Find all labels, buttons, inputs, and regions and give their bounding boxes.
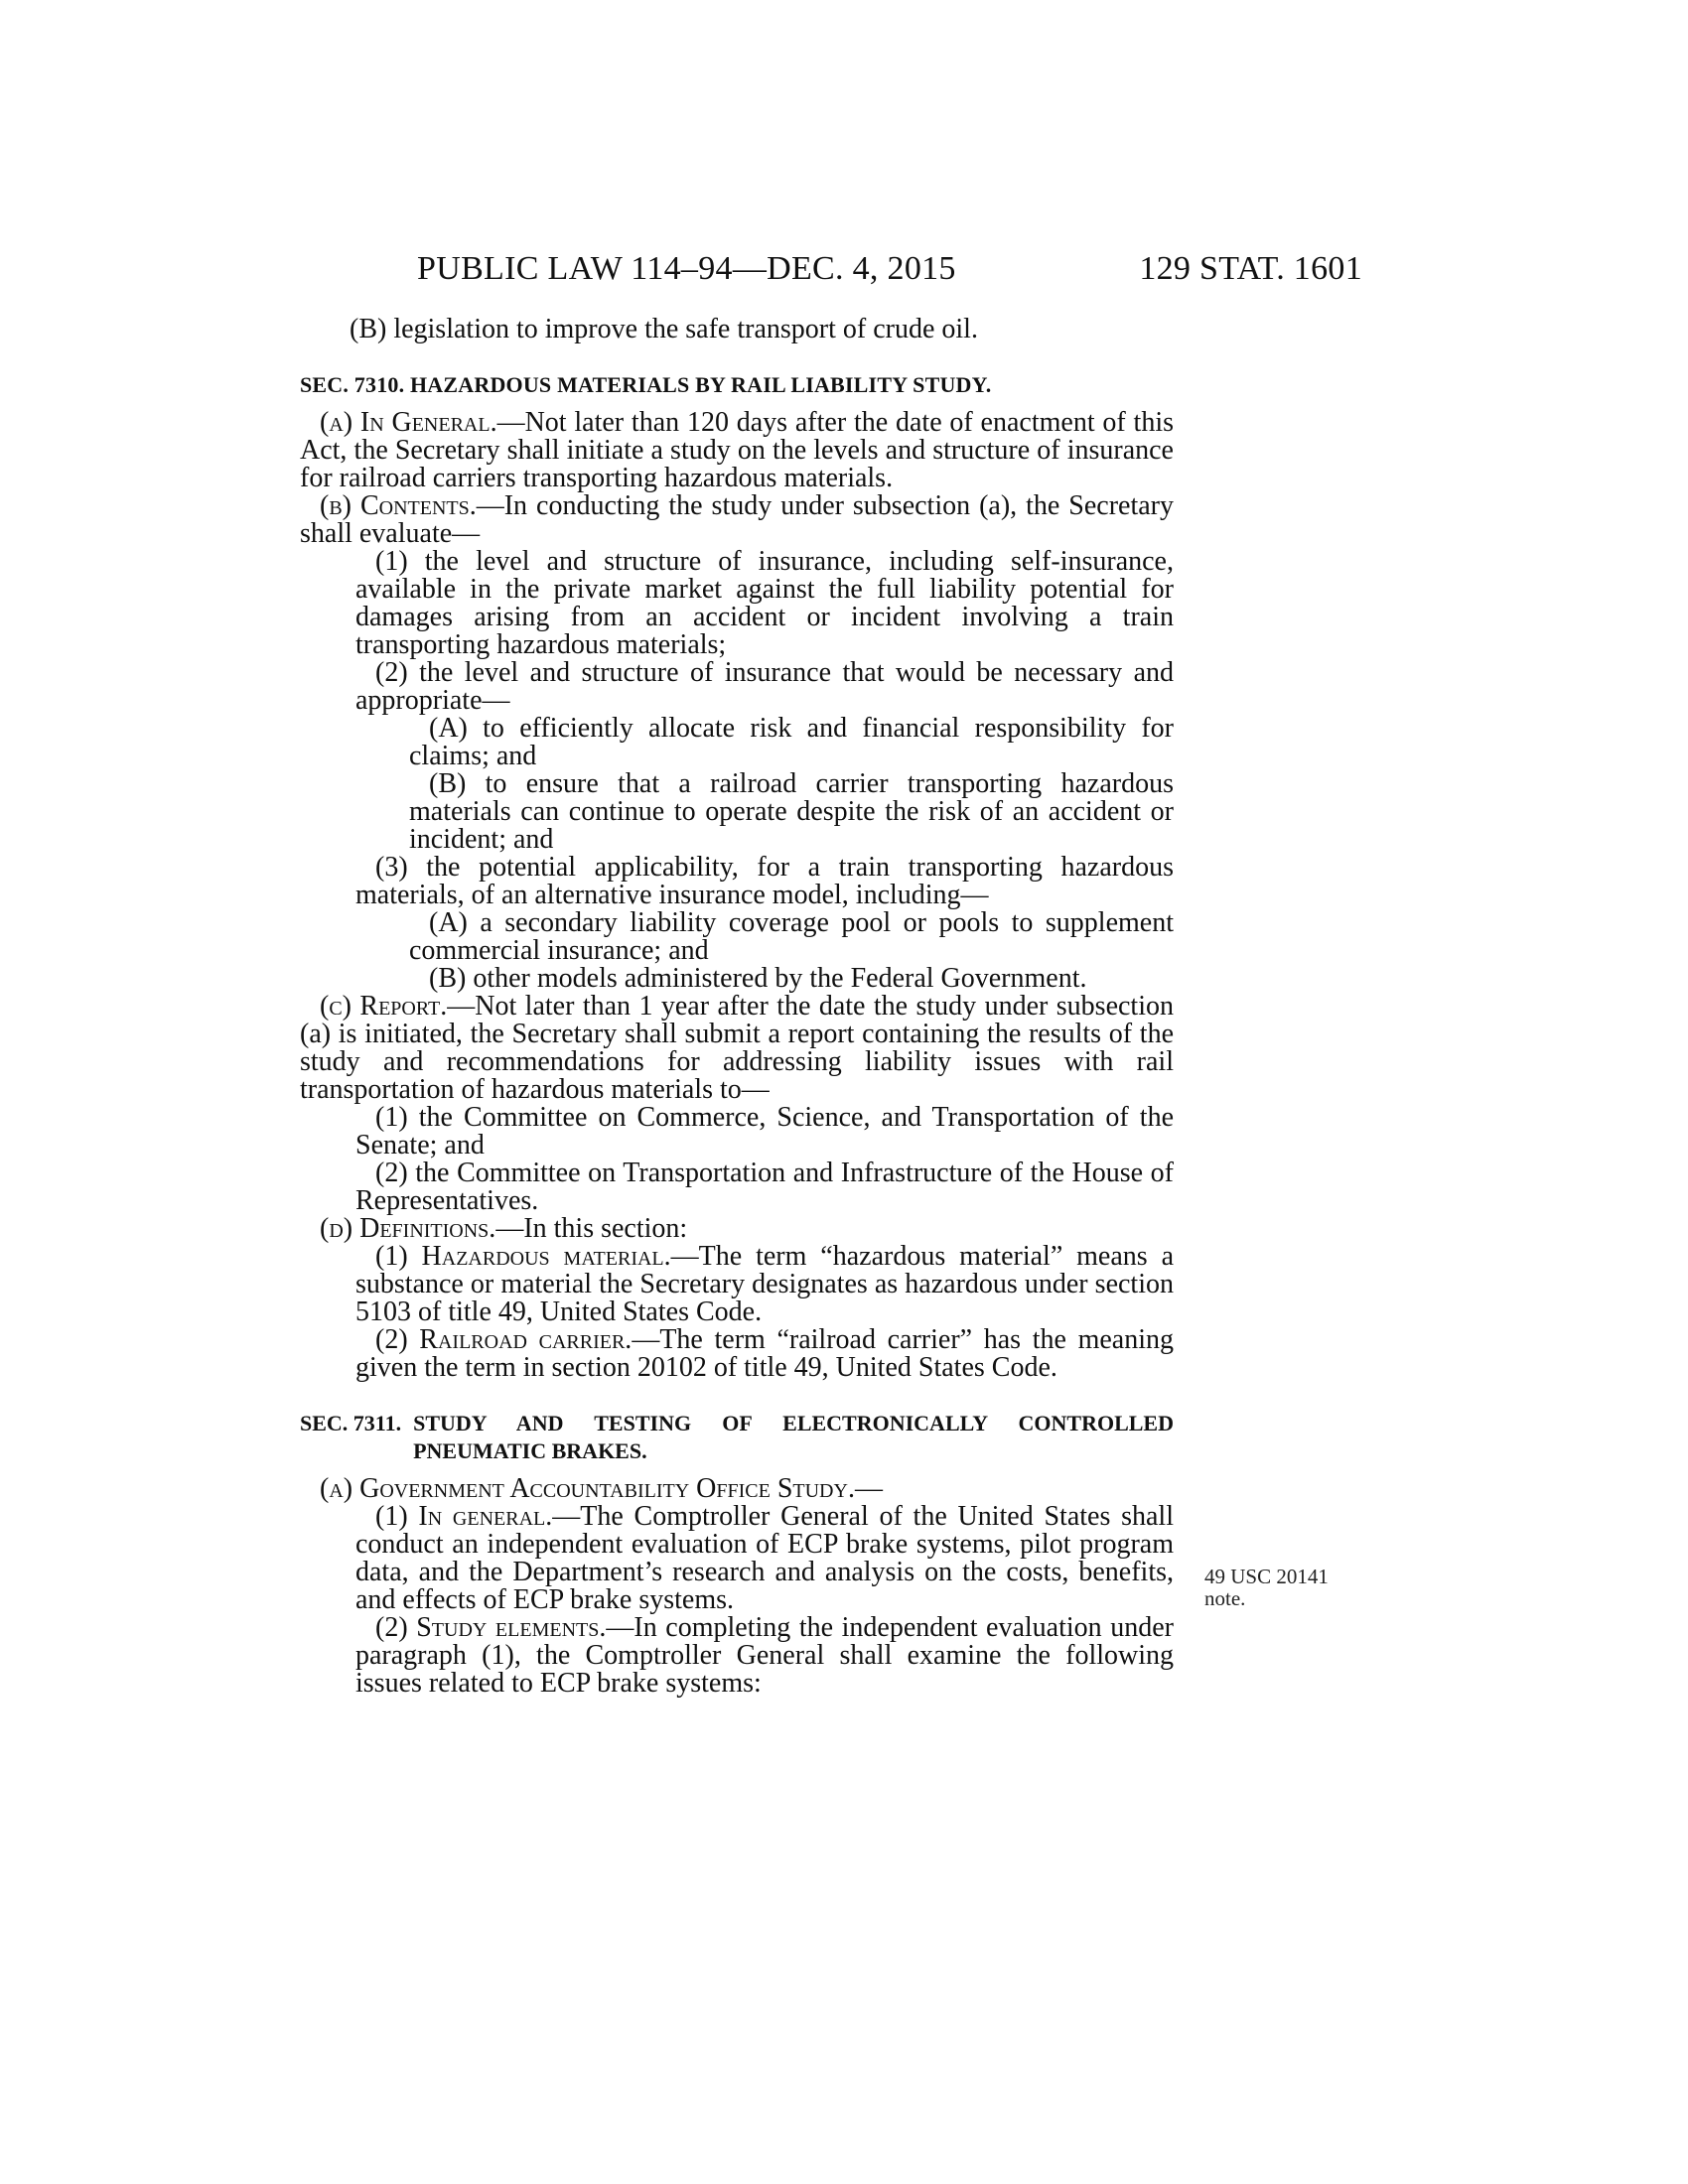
subsection-c-report [300, 993, 1174, 1104]
subsection-d-heading: (d) Definitions. [320, 1213, 496, 1244]
paragraph-gao-2-heading: (2) Study elements. [375, 1612, 607, 1643]
subparagraph-b2a: (A) to efficiently allocate risk and financial responsibility for claims; and [409, 713, 1174, 771]
paragraph-d1-heading: (1) Hazardous material. [375, 1241, 671, 1272]
paragraph-c2: (2) the Committee on Transportation and Infrastructure of the House of Representatives. [355, 1158, 1174, 1216]
subsection-b-text: —In conducting the study under subsection (a), the Secretary shall evaluate— [300, 490, 1174, 549]
margin-note-line-1: 49 USC 20141 [1204, 1565, 1329, 1588]
subsection-b-contents [300, 492, 1174, 548]
subsection-d-text: —In this section: [495, 1213, 688, 1244]
subsection-b-heading: (b) Contents. [320, 490, 477, 521]
paragraph-gao-1-heading: (1) In general. [375, 1501, 553, 1532]
section-7310-heading: SEC. 7310. HAZARDOUS MATERIALS BY RAIL LIABILITY STUDY. [300, 372, 992, 397]
subsection-gao-heading: (a) Government Accountability Office Study. [320, 1473, 855, 1504]
subparagraph-b2b: (B) to ensure that a railroad carrier transporting hazardous materials can continue to operate despite the risk of an accident or incident; and [409, 768, 1174, 855]
paragraph-b1: (1) the level and structure of insurance, including self-insurance, available in the private market against the full liability potential for damages arising from an accident or incident involving a train transporting hazardous materials; [355, 546, 1174, 660]
paragraph-b3: (3) the potential applicability, for a train transporting hazardous materials, of an alternative insurance model, including— [355, 852, 1174, 910]
subsection-a-text: —Not later than 120 days after the date of enactment of this Act, the Secretary shall initiate a study on the levels and structure of insurance for railroad carriers transporting hazardous materials. [300, 407, 1174, 493]
subsection-c-heading: (c) Report. [320, 991, 448, 1022]
paragraph-b-legislation: (B) legislation to improve the safe transport of crude oil. [350, 314, 978, 344]
paragraph-d1-text: —The term “hazardous material” means a substance or material the Secretary designates as hazardous under section 5103 of title 49, United States Code. [355, 1241, 1174, 1327]
paragraph-gao-1 [300, 1503, 1174, 1614]
paragraph-b2: (2) the level and structure of insurance that would be necessary and appropriate— [355, 657, 1174, 716]
subparagraph-b3a: (A) a secondary liability coverage pool or pools to supplement commercial insurance; and [409, 907, 1174, 966]
subparagraph-b3b: (B) other models administered by the Federal Government. [429, 963, 1087, 994]
subsection-a-heading: (a) In General. [320, 407, 497, 438]
paragraph-c1: (1) the Committee on Commerce, Science, and Transportation of the Senate; and [355, 1102, 1174, 1160]
paragraph-d2 [300, 1326, 1174, 1382]
running-header-title: PUBLIC LAW 114–94—DEC. 4, 2015 [417, 250, 956, 287]
subsection-d-definitions [300, 1215, 1174, 1243]
paragraph-d2-heading: (2) Railroad carrier. [375, 1324, 633, 1355]
margin-note-line-2: note. [1204, 1586, 1246, 1610]
paragraph-gao-1-text: —The Comptroller General of the United States shall conduct an independent evaluation of ECP brake systems, pilot program data, and the Department’s research and analysis on the costs, benefits, and effects of ECP brake systems. [355, 1501, 1174, 1615]
paragraph-gao-2-text: —In completing the independent evaluation under paragraph (1), the Comptroller General shall examine the following issues related to ECP brake systems: [355, 1612, 1175, 1699]
subsection-gao-study [300, 1475, 1174, 1503]
running-header-stat-page: 129 STAT. 1601 [1139, 250, 1362, 287]
paragraph-d1 [300, 1243, 1174, 1326]
section-7311-heading [300, 1410, 1174, 1465]
paragraph-d2-text: —The term “railroad carrier” has the meaning given the term in section 20102 of title 49, United States Code. [355, 1324, 1174, 1383]
subsection-a-general [300, 409, 1174, 492]
section-7311-title: STUDY AND TESTING OF ELECTRONICALLY CONTROLLED PNEUMATIC BRAKES. [413, 1411, 1174, 1463]
document-body [300, 316, 1174, 1698]
section-7311-number: SEC. 7311. [300, 1411, 402, 1435]
subsection-gao-dash: — [854, 1473, 883, 1504]
subsection-c-text: —Not later than 1 year after the date the study under subsection (a) is initiated, the Secretary shall submit a report containing the results of the study and recommendations for addressing liability issues with rail transportation of hazardous materials to— [300, 991, 1174, 1105]
margin-citation-note [1204, 1566, 1329, 1609]
paragraph-gao-2 [300, 1614, 1174, 1698]
